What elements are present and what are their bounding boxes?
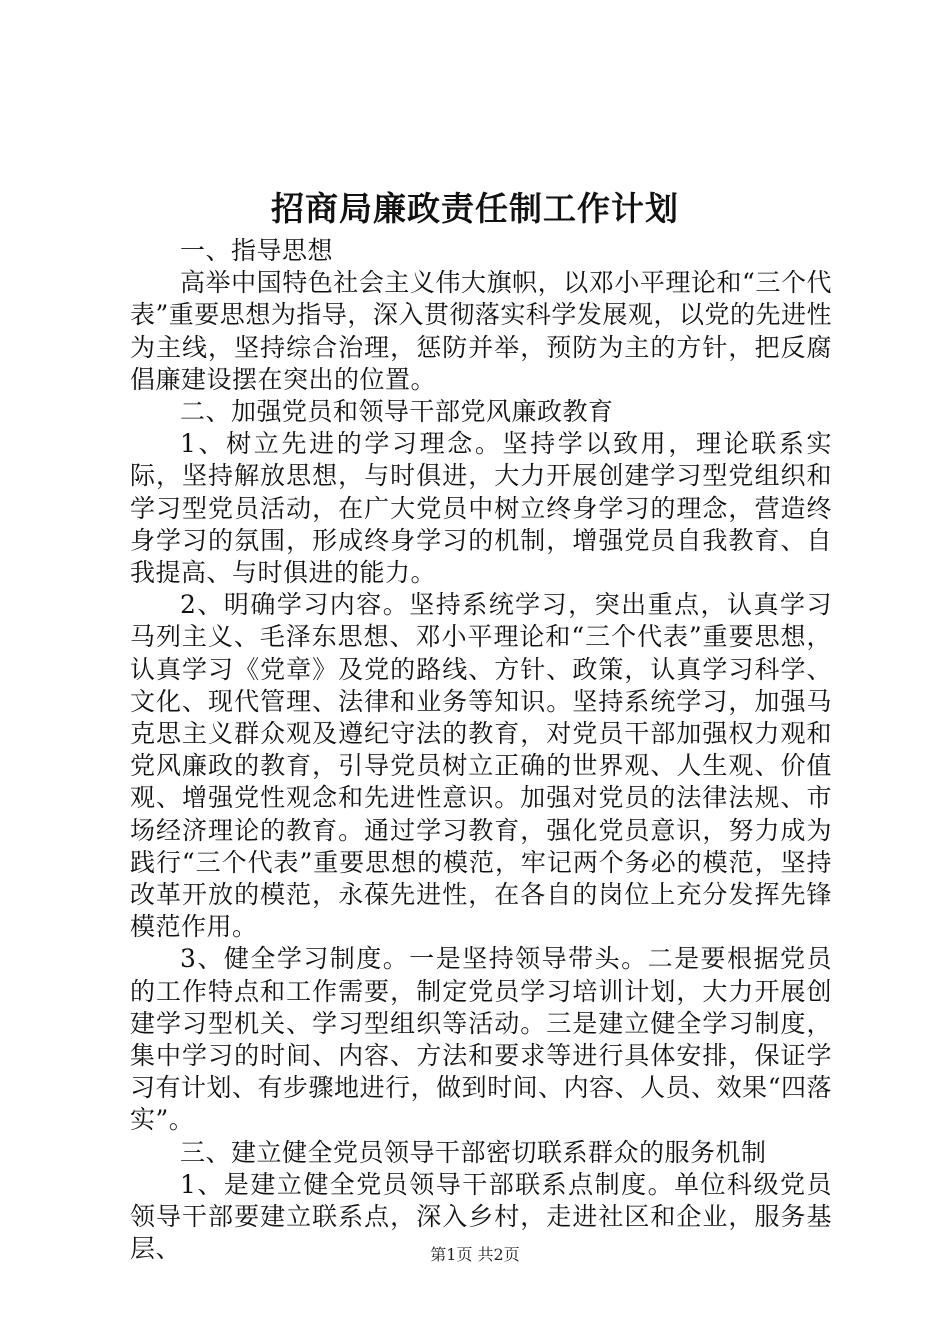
document-title: 招商局廉政责任制工作计划 <box>271 189 679 228</box>
page-number-footer: 第1页 共2页 <box>430 1245 520 1264</box>
paragraph: 1、树立先进的学习理念。坚持学以致用，理论联系实际，坚持解放思想，与时俱进，大力开展创建学习型党组织和学习型党员活动，在广大党员中树立终身学习的理念，营造终身学习的氛围，形成终身学习的机制，增强党员自我教育、自我提高、与时俱进的能力。 <box>130 429 832 588</box>
document-body <box>130 235 832 1266</box>
section-heading: 三、建立健全党员领导干部密切联系群众的服务机制 <box>180 1137 767 1167</box>
paragraph: 2、明确学习内容。坚持系统学习，突出重点，认真学习马列主义、毛泽东思想、邓小平理论和“三个代表”重要思想，认真学习《党章》及党的路线、方针、政策，认真学习科学、文化、现代管理、法律和业务等知识。坚持系统学习，加强马克思主义群众观及遵纪守法的教育，对党员干部加强权力观和党风廉政的教育，引导党员树立正确的世界观、人生观、价值观、增强党性观念和先进性意识。加强对党员的法律法规、市场经济理论的教育。通过学习教育，强化党员意识，努力成为践行“三个代表”重要思想的模范，牢记两个务必的模范，坚持改革开放的模范，永葆先进性，在各自的岗位上充分发挥先锋模范作用。 <box>130 590 832 942</box>
paragraph: 3、健全学习制度。一是坚持领导带头。二是要根据党员的工作特点和工作需要，制定党员学习培训计划，大力开展创建学习型机关、学习型组织等活动。三是建立健全学习制度，集中学习的时间、内容、方法和要求等进行具体安排，保证学习有计划、有步骤地进行，做到时间、内容、人员、效果“四落实”。 <box>130 944 832 1135</box>
section-heading: 二、加强党员和领导干部党风廉政教育 <box>180 397 614 427</box>
paragraph: 高举中国特色社会主义伟大旗帜，以邓小平理论和“三个代表”重要思想为指导，深入贯彻落实科学发展观，以党的先进性为主线，坚持综合治理，惩防并举，预防为主的方针，把反腐倡廉建设摆在突出的位置。 <box>130 268 832 394</box>
paragraph: 1、是建立健全党员领导干部联系点制度。单位科级党员领导干部要建立联系点，深入乡村，走进社区和企业，服务基层、 <box>130 1169 832 1264</box>
section-heading: 一、指导思想 <box>180 236 334 265</box>
